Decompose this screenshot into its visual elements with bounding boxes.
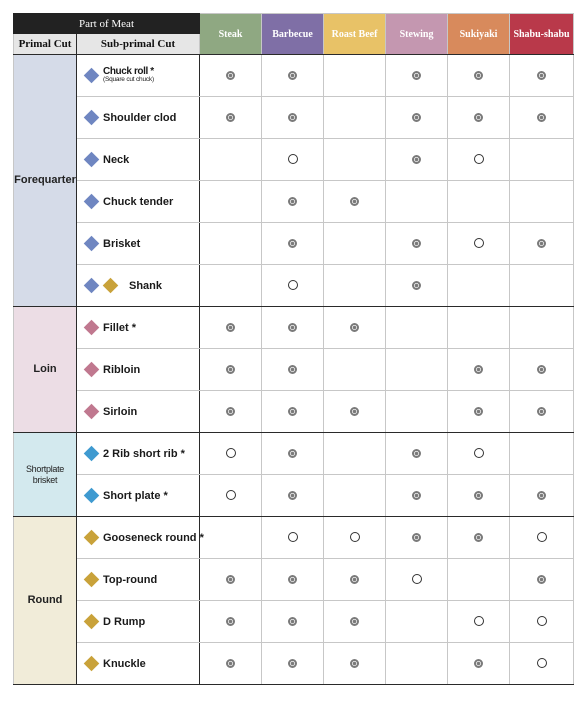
subprimal-cut-name: D Rump xyxy=(103,615,146,628)
recommended-mark-icon xyxy=(537,71,546,80)
subprimal-cut-name: Chuck tender xyxy=(103,195,174,208)
suitability-cell xyxy=(200,433,262,475)
suitability-cell xyxy=(200,517,262,559)
table-row xyxy=(14,55,574,97)
suitable-mark-icon xyxy=(474,154,484,164)
suitability-cell xyxy=(510,433,574,475)
suitability-cell xyxy=(262,139,324,181)
recommended-mark-icon xyxy=(474,365,483,374)
suitability-cell xyxy=(324,97,386,139)
recommended-mark-icon xyxy=(288,491,297,500)
recommended-mark-icon xyxy=(474,533,483,542)
subprimal-cut-name: Ribloin xyxy=(103,363,141,376)
suitability-cell xyxy=(448,265,510,307)
suitability-cell xyxy=(200,559,262,601)
recommended-mark-icon xyxy=(288,365,297,374)
recommended-mark-icon xyxy=(350,575,359,584)
suitability-cell xyxy=(262,643,324,685)
recommended-mark-icon xyxy=(350,617,359,626)
recommended-mark-icon xyxy=(412,113,421,122)
suitability-cell xyxy=(510,643,574,685)
cooking-method-header: Barbecue xyxy=(262,14,324,55)
suitable-mark-icon xyxy=(537,532,547,542)
table-row xyxy=(14,97,574,139)
suitability-cell xyxy=(510,559,574,601)
suitable-mark-icon xyxy=(288,532,298,542)
suitability-cell xyxy=(324,349,386,391)
subprimal-cut-cell xyxy=(77,55,200,97)
recommended-mark-icon xyxy=(537,491,546,500)
suitability-cell xyxy=(324,181,386,223)
subprimal-cut-cell xyxy=(77,433,200,475)
recommended-mark-icon xyxy=(537,407,546,416)
recommended-mark-icon xyxy=(350,323,359,332)
cut-number-badge-icon xyxy=(84,404,100,420)
suitability-cell xyxy=(448,307,510,349)
suitability-cell xyxy=(510,223,574,265)
recommended-mark-icon xyxy=(350,407,359,416)
recommended-mark-icon xyxy=(412,449,421,458)
subprimal-cut-name: Shank xyxy=(129,279,163,292)
part-of-meat-header: Part of Meat xyxy=(14,14,200,34)
suitability-cell xyxy=(448,391,510,433)
suitability-cell xyxy=(324,559,386,601)
suitability-cell xyxy=(448,475,510,517)
suitability-cell xyxy=(324,475,386,517)
subprimal-cut-name: Neck xyxy=(103,153,130,166)
subprimal-cut-cell xyxy=(77,139,200,181)
suitability-cell xyxy=(510,391,574,433)
suitability-cell xyxy=(448,349,510,391)
recommended-mark-icon xyxy=(226,659,235,668)
suitability-cell xyxy=(510,517,574,559)
suitability-cell xyxy=(262,349,324,391)
suitability-cell xyxy=(448,433,510,475)
suitability-cell xyxy=(324,517,386,559)
table-row xyxy=(14,349,574,391)
recommended-mark-icon xyxy=(537,365,546,374)
recommended-mark-icon xyxy=(412,491,421,500)
suitability-cell xyxy=(386,55,448,97)
recommended-mark-icon xyxy=(350,197,359,206)
table-row xyxy=(14,139,574,181)
cut-number-badge-icon xyxy=(84,278,100,294)
table-row xyxy=(14,181,574,223)
subprimal-cut-cell xyxy=(77,391,200,433)
primal-cut-cell: Loin xyxy=(14,307,77,433)
subprimal-cut-name: 2 Rib short rib * xyxy=(103,447,185,460)
suitability-cell xyxy=(200,223,262,265)
cut-number-badge-icon xyxy=(84,572,100,588)
suitability-cell xyxy=(262,517,324,559)
suitability-cell xyxy=(386,517,448,559)
table-row xyxy=(14,601,574,643)
subprimal-cut-name: Shoulder clod xyxy=(103,111,177,124)
primal-cut-cell: Forequarter xyxy=(14,55,77,307)
recommended-mark-icon xyxy=(412,281,421,290)
suitability-cell xyxy=(324,223,386,265)
suitability-cell xyxy=(200,97,262,139)
suitability-cell xyxy=(324,391,386,433)
recommended-mark-icon xyxy=(474,491,483,500)
suitability-cell xyxy=(386,391,448,433)
suitability-cell xyxy=(262,391,324,433)
suitability-cell xyxy=(510,139,574,181)
suitability-cell xyxy=(510,265,574,307)
recommended-mark-icon xyxy=(226,71,235,80)
suitability-cell xyxy=(200,181,262,223)
recommended-mark-icon xyxy=(537,113,546,122)
table-row xyxy=(14,433,574,475)
suitability-cell xyxy=(324,433,386,475)
cut-number-badge-icon xyxy=(84,68,100,84)
suitability-cell xyxy=(510,181,574,223)
suitable-mark-icon xyxy=(288,280,298,290)
recommended-mark-icon xyxy=(537,575,546,584)
table-row xyxy=(14,265,574,307)
subprimal-cut-cell xyxy=(77,475,200,517)
subprimal-cut-name: Fillet * xyxy=(103,321,137,334)
recommended-mark-icon xyxy=(474,659,483,668)
recommended-mark-icon xyxy=(412,71,421,80)
suitability-cell xyxy=(510,475,574,517)
suitable-mark-icon xyxy=(474,616,484,626)
recommended-mark-icon xyxy=(226,617,235,626)
suitability-cell xyxy=(200,307,262,349)
suitability-cell xyxy=(448,643,510,685)
suitability-cell xyxy=(262,475,324,517)
recommended-mark-icon xyxy=(537,239,546,248)
subprimal-cut-name: Top-round xyxy=(103,573,158,586)
subprimal-cut-cell xyxy=(77,181,200,223)
subprimal-cut-name: Sirloin xyxy=(103,405,138,418)
subprimal-cut-cell xyxy=(77,97,200,139)
suitability-cell xyxy=(262,307,324,349)
suitable-mark-icon xyxy=(537,658,547,668)
primal-cut-cell xyxy=(14,433,77,517)
suitability-cell xyxy=(386,139,448,181)
suitability-cell xyxy=(386,475,448,517)
cut-number-badge-icon xyxy=(84,656,100,672)
suitability-cell xyxy=(200,643,262,685)
recommended-mark-icon xyxy=(226,407,235,416)
suitable-mark-icon xyxy=(474,238,484,248)
suitable-mark-icon xyxy=(474,448,484,458)
suitability-cell xyxy=(386,181,448,223)
suitable-mark-icon xyxy=(537,616,547,626)
subprimal-cut-cell xyxy=(77,223,200,265)
table-body xyxy=(14,55,574,685)
suitability-cell xyxy=(448,97,510,139)
recommended-mark-icon xyxy=(474,113,483,122)
cooking-method-header: Steak xyxy=(200,14,262,55)
suitability-cell xyxy=(448,601,510,643)
cut-number-badge-icon xyxy=(84,488,100,504)
suitability-cell xyxy=(200,475,262,517)
subprimal-cut-cell xyxy=(77,349,200,391)
suitable-mark-icon xyxy=(412,574,422,584)
recommended-mark-icon xyxy=(412,533,421,542)
cut-number-badge-icon xyxy=(84,194,100,210)
primal-cut-label-line: brisket xyxy=(32,474,58,485)
subprimal-cut-cell xyxy=(77,517,204,559)
table-row xyxy=(14,475,574,517)
suitability-cell xyxy=(200,601,262,643)
suitability-cell xyxy=(386,601,448,643)
cooking-method-header: Shabu-shabu xyxy=(510,14,574,55)
cooking-method-header: Stewing xyxy=(386,14,448,55)
table-row xyxy=(14,223,574,265)
suitability-cell xyxy=(200,391,262,433)
subprimal-cut-cell xyxy=(77,559,200,601)
recommended-mark-icon xyxy=(412,155,421,164)
suitable-mark-icon xyxy=(226,490,236,500)
primal-cut-label-line: Shortplate xyxy=(25,464,65,475)
cut-number-badge-icon xyxy=(84,320,100,336)
cut-number-badge-icon xyxy=(84,236,100,252)
suitability-cell xyxy=(386,643,448,685)
recommended-mark-icon xyxy=(288,239,297,248)
suitability-cell xyxy=(448,181,510,223)
subprimal-cut-cell xyxy=(77,601,200,643)
cut-number-badge-icon xyxy=(103,278,119,294)
suitability-cell xyxy=(386,559,448,601)
suitability-cell xyxy=(200,139,262,181)
recommended-mark-icon xyxy=(288,197,297,206)
meat-cut-table xyxy=(13,13,574,685)
suitability-cell xyxy=(262,181,324,223)
suitability-cell xyxy=(324,643,386,685)
recommended-mark-icon xyxy=(288,113,297,122)
suitability-cell xyxy=(510,601,574,643)
suitability-cell xyxy=(510,97,574,139)
table-row xyxy=(14,643,574,685)
table-row xyxy=(14,559,574,601)
subprimal-cut-name: Knuckle xyxy=(103,657,146,670)
recommended-mark-icon xyxy=(226,365,235,374)
suitability-cell xyxy=(324,307,386,349)
cut-number-badge-icon xyxy=(84,110,100,126)
cut-number-badge-icon xyxy=(84,152,100,168)
suitable-mark-icon xyxy=(350,532,360,542)
suitability-cell xyxy=(510,55,574,97)
recommended-mark-icon xyxy=(288,659,297,668)
suitable-mark-icon xyxy=(288,154,298,164)
recommended-mark-icon xyxy=(226,575,235,584)
suitability-cell xyxy=(448,517,510,559)
subprimal-cut-cell xyxy=(77,643,200,685)
suitability-cell xyxy=(262,265,324,307)
suitability-cell xyxy=(448,223,510,265)
subprimal-cut-name: Brisket xyxy=(103,237,141,250)
suitability-cell xyxy=(262,601,324,643)
suitability-cell xyxy=(200,265,262,307)
subprimal-cut-note: (Square cut chuck) xyxy=(103,75,154,83)
cut-number-badge-icon xyxy=(84,446,100,462)
suitability-cell xyxy=(448,559,510,601)
suitability-cell xyxy=(262,97,324,139)
suitability-cell xyxy=(200,349,262,391)
recommended-mark-icon xyxy=(288,71,297,80)
recommended-mark-icon xyxy=(226,323,235,332)
recommended-mark-icon xyxy=(288,575,297,584)
recommended-mark-icon xyxy=(474,407,483,416)
subprimal-cut-header: Sub-primal Cut xyxy=(77,34,200,55)
suitability-cell xyxy=(448,139,510,181)
cooking-method-header: Sukiyaki xyxy=(448,14,510,55)
suitability-cell xyxy=(324,265,386,307)
suitability-cell xyxy=(386,97,448,139)
primal-cut-header: Primal Cut xyxy=(14,34,77,55)
suitability-cell xyxy=(510,307,574,349)
cooking-method-header: Roast Beef xyxy=(324,14,386,55)
recommended-mark-icon xyxy=(288,617,297,626)
suitability-cell xyxy=(200,55,262,97)
cut-number-badge-icon xyxy=(84,614,100,630)
suitability-cell xyxy=(386,223,448,265)
cut-number-badge-icon xyxy=(84,362,100,378)
table-row xyxy=(14,391,574,433)
suitability-cell xyxy=(324,139,386,181)
suitability-cell xyxy=(262,559,324,601)
subprimal-cut-cell xyxy=(77,307,200,349)
table-row xyxy=(14,307,574,349)
subprimal-cut-name: Short plate * xyxy=(103,489,168,502)
suitability-cell xyxy=(386,349,448,391)
recommended-mark-icon xyxy=(288,323,297,332)
subprimal-cut-name: Chuck roll * (Square cut chuck) xyxy=(103,66,154,83)
suitability-cell xyxy=(386,307,448,349)
suitability-cell xyxy=(262,433,324,475)
table-row xyxy=(14,517,574,559)
suitability-cell xyxy=(262,55,324,97)
suitability-cell xyxy=(324,601,386,643)
recommended-mark-icon xyxy=(288,407,297,416)
recommended-mark-icon xyxy=(474,71,483,80)
cut-number-badge-icon xyxy=(84,530,100,546)
suitability-cell xyxy=(448,55,510,97)
recommended-mark-icon xyxy=(288,449,297,458)
subprimal-cut-cell xyxy=(77,265,200,307)
suitability-cell xyxy=(386,265,448,307)
suitability-cell xyxy=(262,223,324,265)
suitable-mark-icon xyxy=(226,448,236,458)
subprimal-cut-name: Gooseneck round * xyxy=(103,531,204,544)
recommended-mark-icon xyxy=(412,239,421,248)
primal-cut-cell: Round xyxy=(14,517,77,685)
recommended-mark-icon xyxy=(226,113,235,122)
suitability-cell xyxy=(510,349,574,391)
suitability-cell xyxy=(324,55,386,97)
suitability-cell xyxy=(386,433,448,475)
recommended-mark-icon xyxy=(350,659,359,668)
